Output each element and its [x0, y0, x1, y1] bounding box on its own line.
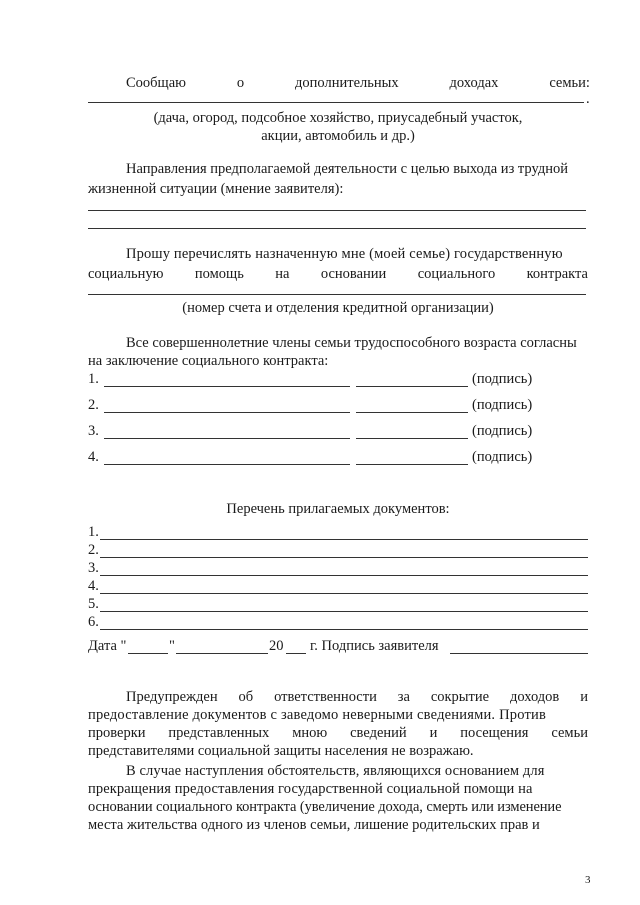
date-quote: "	[169, 638, 175, 654]
direction-line-1: Направления предполагаемой деятельности с целью выхода из трудной	[126, 161, 568, 177]
member-row-num: 2.	[88, 397, 99, 413]
documents-title: Перечень прилагаемых документов:	[226, 501, 450, 517]
member-row-num: 1.	[88, 371, 99, 387]
member-row-sig: (подпись)	[472, 423, 533, 439]
income-dot: .	[586, 91, 590, 107]
member-name-line[interactable]	[104, 438, 350, 439]
transfer-line-2: социальную помощь на основании социального контракта	[88, 266, 588, 282]
date-tail: г. Подпись заявителя	[310, 638, 439, 654]
income-hint-2: акции, автомобиль и др.)	[261, 128, 415, 144]
warning-p1-line-1: Предупрежден об ответственности за сокрытие доходов и	[126, 689, 588, 705]
account-hint: (номер счета и отделения кредитной организации)	[182, 300, 494, 316]
transfer-line-1: Прошу перечислять назначенную мне (моей семье) государственную	[126, 246, 563, 262]
direction-blank-line-2[interactable]	[88, 228, 586, 229]
direction-line-2: жизненной ситуации (мнение заявителя):	[88, 181, 344, 197]
member-sign-line[interactable]	[356, 412, 468, 413]
document-line[interactable]	[100, 557, 588, 558]
member-name-line[interactable]	[104, 412, 350, 413]
warning-p2-line-3: основании социального контракта (увеличение дохода, смерть или изменение	[88, 799, 562, 815]
warning-p1-line-2: предоставление документов с заведомо неверными сведениями. Против	[88, 707, 546, 723]
member-sign-line[interactable]	[356, 464, 468, 465]
applicant-signature-line[interactable]	[450, 653, 588, 654]
member-row-sig: (подпись)	[472, 449, 533, 465]
document-row-num: 4.	[88, 578, 99, 594]
member-row-num: 4.	[88, 449, 99, 465]
member-name-line[interactable]	[104, 464, 350, 465]
date-month-line[interactable]	[176, 653, 268, 654]
document-line[interactable]	[100, 593, 588, 594]
document-row-num: 5.	[88, 596, 99, 612]
document-row-num: 3.	[88, 560, 99, 576]
warning-p2-line-2: прекращения предоставления государственной социальной помощи на	[88, 781, 533, 797]
income-line: Сообщаю о дополнительных доходах семьи:	[126, 75, 590, 91]
member-row-num: 3.	[88, 423, 99, 439]
document-line[interactable]	[100, 611, 588, 612]
members-line-2: на заключение социального контракта:	[88, 353, 329, 369]
page-number: 3	[585, 874, 591, 886]
member-name-line[interactable]	[104, 386, 350, 387]
document-row-num: 1.	[88, 524, 99, 540]
date-year-line[interactable]	[286, 653, 306, 654]
document-line[interactable]	[100, 629, 588, 630]
document-row-num: 6.	[88, 614, 99, 630]
member-sign-line[interactable]	[356, 386, 468, 387]
warning-p2-line-1: В случае наступления обстоятельств, являющихся основанием для	[126, 763, 545, 779]
date-label: Дата "	[88, 638, 127, 654]
members-line-1: Все совершеннолетние члены семьи трудоспособного возраста согласны	[126, 335, 577, 351]
warning-p1-line-4: представителями социальной защиты населения не возражаю.	[88, 743, 474, 759]
warning-p2-line-4: места жительства одного из членов семьи, лишение родительских прав и	[88, 817, 540, 833]
document-row-num: 2.	[88, 542, 99, 558]
date-year-prefix: 20	[269, 638, 284, 654]
member-row-sig: (подпись)	[472, 397, 533, 413]
income-blank-line[interactable]	[88, 102, 584, 103]
document-line[interactable]	[100, 539, 588, 540]
income-hint-1: (дача, огород, подсобное хозяйство, приусадебный участок,	[153, 110, 523, 126]
direction-blank-line-1[interactable]	[88, 210, 586, 211]
member-sign-line[interactable]	[356, 438, 468, 439]
account-blank-line[interactable]	[88, 294, 586, 295]
warning-p1-line-3: проверки представленных мною сведений и посещения семьи	[88, 725, 588, 741]
document-line[interactable]	[100, 575, 588, 576]
date-day-line[interactable]	[128, 653, 168, 654]
member-row-sig: (подпись)	[472, 371, 533, 387]
